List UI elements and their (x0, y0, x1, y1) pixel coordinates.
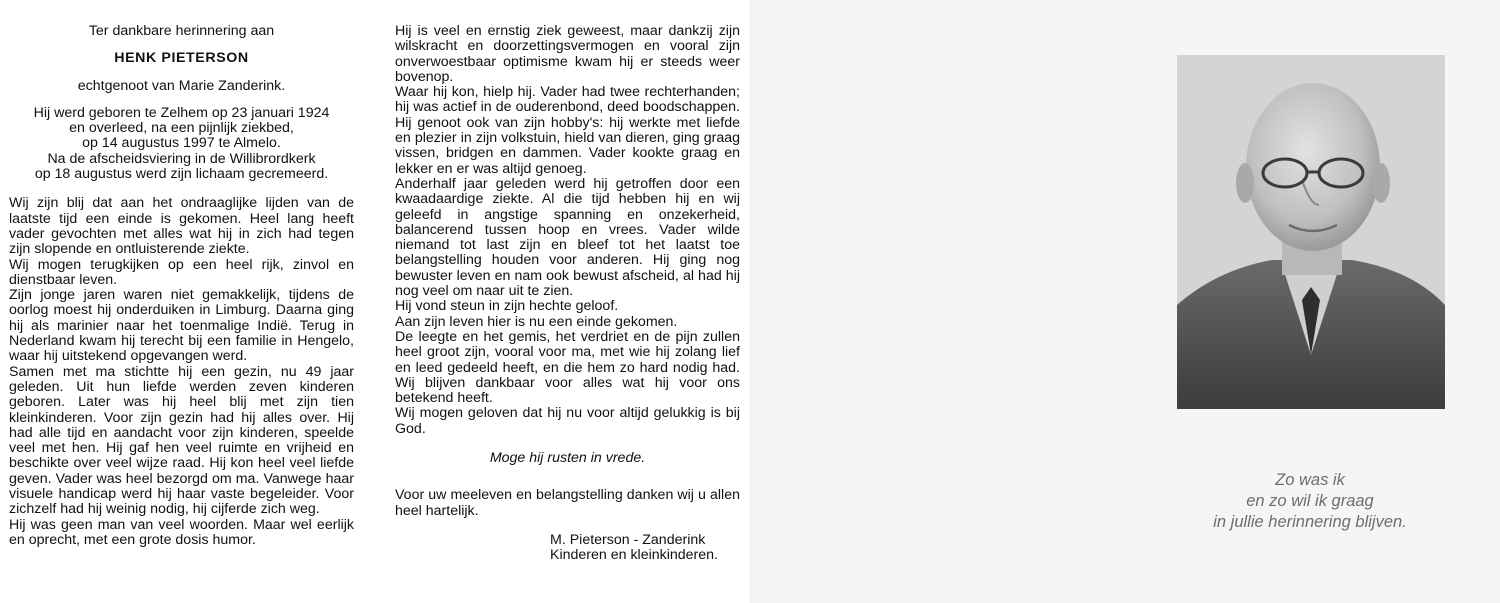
paragraph: Wij mogen geloven dat hij nu voor altijd gelukkig is bij God. (395, 405, 740, 437)
thanks-paragraph: Voor uw meeleven en belangstelling danken wij u allen heel hartelijk. (395, 487, 740, 519)
paragraph: Wij mogen terugkijken op een heel rijk, zinvol en dienstbaar leven. (9, 256, 354, 288)
blessing-line: Moge hij rusten in vrede. (489, 450, 646, 467)
caption-line: Zo was ik (1275, 471, 1345, 489)
paragraph: Samen met ma stichtte hij een gezin, nu 49 jaar geleden. Uit hun liefde werden zeven kinderen geboren. Later was hij heel blij met zijn tien kleinkinderen. Voor zijn gezin had hij alles over. Hij had alle tijd en aandacht voor zijn kinderen, speelde veel met hen. Hij gaf hen veel ruimte en vrijheid en beschikte over veel wijze raad. Hij kon heel veel liefde geven. Vader was heel bezorgd om ma. Vanwege haar visuele handicap werd hij haar vaste begeleider. Voor zichzelf had hij weinig nodig, hij cijferde zich weg. (9, 363, 354, 518)
right-text-column (395, 24, 740, 564)
paragraph: Waar hij kon, hielp hij. Vader had twee rechterhanden; hij was actief in de ouderenbond, deed boodschappen. Hij genoot ook van zijn hobby's: hij werkte met liefde en plezier in zijn volkstuin, hield van dieren, ging graag vissen, bridgen en dammen. Vader kookte graag en lekker en er was altijd genoeg. (395, 84, 740, 177)
bio-line: Hij werd geboren te Zelhem op 23 januari 1924 (33, 104, 330, 121)
paragraph: Anderhalf jaar geleden werd hij getroffen door een kwaadaardige ziekte. Al die tijd hebben hij en wij geleefd in angstige spanning en onzekerheid, balancerend tussen hoop en vrees. Vader wilde niemand tot last zijn en bleef tot het laatst toe belangstelling houden voor anderen. Hij ging nog bewuster leven en nam ook bewust afscheid, al had hij nog veel om naar uit te zien. (395, 175, 740, 300)
paragraph: De leegte en het gemis, het verdriet en de pijn zullen heel groot zijn, vooral voor ma, met wie hij zolang lief en leed gedeeld heeft, en die hem zo hard nodig had. Wij blijven dankbaar voor alles wat hij voor ons betekend heeft. (395, 328, 740, 407)
portrait-photo (1177, 55, 1445, 409)
paragraph: Aan zijn leven hier is nu een einde gekomen. (395, 313, 678, 330)
signature-line: M. Pieterson - Zanderink (550, 531, 706, 548)
bio-line: Na de afscheidsviering in de Willibrordkerk (47, 150, 316, 167)
dedication-intro: Ter dankbare herinnering aan (88, 23, 275, 39)
bio-line: op 18 augustus werd zijn lichaam gecremeerd. (34, 166, 329, 183)
portrait-illustration (1177, 55, 1445, 409)
bio-line: op 14 augustus 1997 te Almelo. (82, 135, 281, 152)
paragraph: Zijn jonge jaren waren niet gemakkelijk, tijdens de oorlog moest hij onderduiken in Limburg. Daarna ging hij als marinier naar het toenmalige Indië. Terug in Nederland kwam hij terecht bij een familie in Hengelo, waar hij uitstekend opgevangen werd. (9, 287, 354, 365)
paragraph: Hij vond steun in zijn hechte geloof. (395, 298, 619, 315)
paragraph: Hij was geen man van veel woorden. Maar wel eerlijk en oprecht, met een grote dosis humor. (9, 516, 354, 548)
left-text-column (9, 24, 354, 548)
bio-line: en overleed, na een pijnlijk ziekbed, (69, 120, 294, 137)
paragraph: Hij is veel en ernstig ziek geweest, maar dankzij zijn wilskracht en doorzettingsvermogen en vooral zijn onverwoestbaar optimisme kwam hij er steeds weer bovenop. (395, 23, 740, 85)
memorial-caption (1160, 470, 1460, 533)
caption-line: en zo wil ik graag (1246, 492, 1374, 510)
paragraph: Wij zijn blij dat aan het ondraaglijke lijden van de laatste tijd een einde is gekomen. Heel lang heeft vader gevochten met alles wat hij in zich had tegen zijn slopende en ontluisterende ziekte. (9, 195, 354, 258)
spouse-line: echtgenoot van Marie Zanderink. (77, 77, 286, 94)
deceased-name: HENK PIETERSON (114, 50, 249, 67)
caption-line: in jullie herinnering blijven. (1213, 513, 1407, 531)
signature-line: Kinderen en kleinkinderen. (550, 547, 718, 564)
